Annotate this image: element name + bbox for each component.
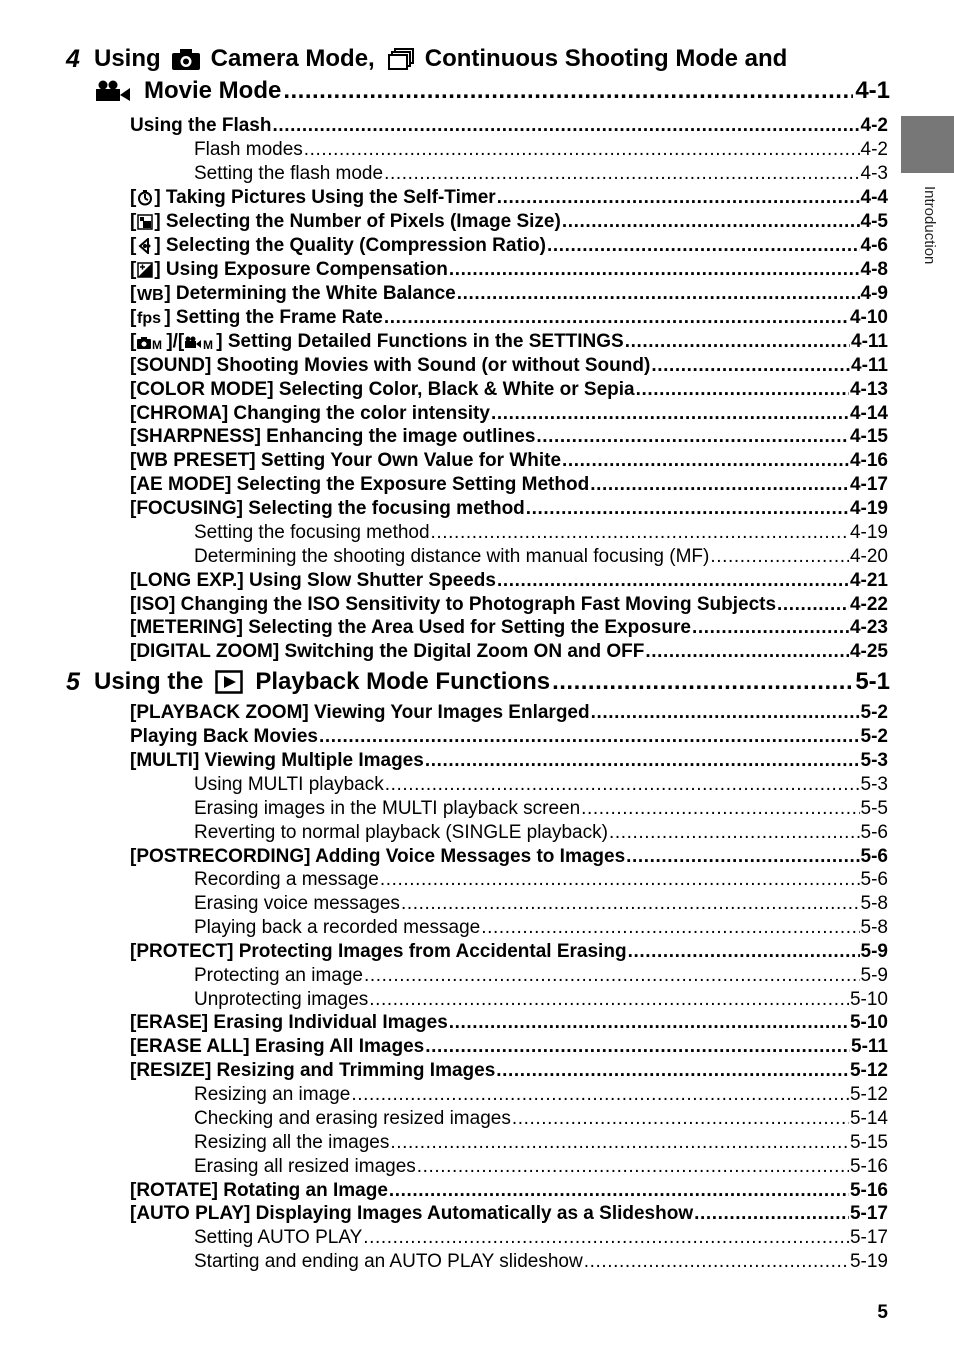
toc-subentry[interactable]: [194, 988, 888, 1012]
entry-title: [PROTECT] Protecting Images from Accidental Erasing: [130, 941, 627, 962]
toc-entry[interactable]: [130, 425, 888, 449]
quality-icon: [138, 238, 152, 254]
toc-subentry[interactable]: [194, 162, 888, 186]
chapter-4-word-using: Using: [94, 45, 161, 72]
entry-title: [PLAYBACK ZOOM] Viewing Your Images Enlarged: [130, 702, 590, 723]
entry-title: Recording a message: [194, 869, 379, 890]
leader-dots: [636, 378, 849, 402]
toc-subentry[interactable]: [194, 964, 888, 988]
entry-page: 5-6: [860, 822, 888, 843]
leader-dots: [562, 210, 860, 234]
leader-dots: [692, 616, 849, 640]
entry-title: Playing Back Movies: [130, 726, 318, 747]
entry-page: 5-15: [849, 1132, 888, 1153]
leader-dots: [449, 1011, 849, 1035]
entry-title: [AE MODE] Selecting the Exposure Setting Method: [130, 474, 590, 495]
entry-title: Protecting an image: [194, 965, 363, 986]
entry-page: 5-19: [849, 1251, 888, 1272]
entry-title: [RESIZE] Resizing and Trimming Images: [130, 1060, 496, 1081]
chapter-5-page: 5-1: [855, 668, 890, 695]
leader-dots: [417, 1155, 849, 1179]
entry-page: 5-8: [860, 917, 888, 938]
leader-dots: [272, 114, 859, 138]
leader-dots: [457, 282, 860, 306]
chapter-4-heading[interactable]: [66, 44, 890, 106]
entry-page: 5-17: [849, 1203, 888, 1224]
leader-dots: [351, 1083, 849, 1107]
entry-title: [AUTO PLAY] Displaying Images Automatically as a Slideshow: [130, 1203, 694, 1224]
entry-title: Flash modes: [194, 139, 303, 160]
toc-entry[interactable]: [130, 1202, 888, 1226]
entry-page: 4-23: [849, 617, 888, 638]
leader-dots: [547, 234, 860, 258]
entry-page: 5-3: [860, 774, 888, 795]
camera-icon: [171, 47, 201, 71]
entry-page: 4-6: [860, 235, 888, 256]
entry-title: [MULTI] Viewing Multiple Images: [130, 750, 424, 771]
leader-dots: [491, 402, 849, 426]
leader-dots: [497, 186, 860, 210]
entry-title: ] Taking Pictures Using the Self-Timer: [154, 187, 496, 208]
entry-page: 5-11: [851, 1036, 888, 1057]
leader-dots: [304, 138, 860, 162]
entry-title: ] Determining the White Balance: [164, 283, 456, 304]
leader-dots: [369, 988, 849, 1012]
image-size-icon: [137, 214, 153, 230]
leader-dots: [591, 701, 860, 725]
exposure-compensation-icon: [137, 262, 153, 278]
toc-entry[interactable]: [130, 640, 888, 664]
svg-text:fps: fps: [137, 310, 162, 327]
entry-title: Checking and erasing resized images: [194, 1108, 511, 1129]
toc-entry[interactable]: [130, 593, 888, 617]
chapter-4-number: 4: [66, 45, 80, 73]
chapter-5-word-using: Using the: [94, 668, 204, 695]
toc-entry[interactable]: [130, 378, 888, 402]
toc-subentry[interactable]: [194, 773, 888, 797]
entry-page: 5-5: [860, 798, 888, 819]
entry-title: [COLOR MODE] Selecting Color, Black & White or Sepia: [130, 379, 635, 400]
entry-page: 4-20: [849, 546, 888, 567]
entry-page: 5-9: [860, 965, 888, 986]
entry-title: Erasing images in the MULTI playback screen: [194, 798, 581, 819]
entry-title: Erasing voice messages: [194, 893, 400, 914]
entry-page: 4-11: [851, 355, 888, 376]
leader-dots: [389, 1179, 849, 1203]
entry-title: [ROTATE] Rotating an Image: [130, 1180, 388, 1201]
leader-dots: [651, 354, 850, 378]
toc-entry[interactable]: [130, 749, 888, 773]
entry-title: Setting the flash mode: [194, 163, 384, 184]
leader-dots: [384, 162, 859, 186]
entry-page: 4-8: [860, 259, 888, 280]
entry-page: 4-17: [849, 474, 888, 495]
playback-icon: [215, 670, 243, 694]
leader-dots: [390, 1131, 849, 1155]
chapter-5-number: 5: [66, 668, 80, 696]
toc-entry[interactable]: [130, 497, 888, 521]
entry-page: 4-9: [860, 283, 888, 304]
leader-dots: [645, 640, 849, 664]
leader-dots: [626, 845, 859, 869]
toc-entry[interactable]: [130, 569, 888, 593]
leader-dots: [401, 892, 860, 916]
entry-page: 4-21: [849, 570, 888, 591]
entry-page: 4-14: [849, 403, 888, 424]
entry-title: [SHARPNESS] Enhancing the image outlines: [130, 426, 536, 447]
leader-dots: [590, 473, 849, 497]
toc-entry[interactable]: [130, 616, 888, 640]
entry-page: 5-17: [849, 1227, 888, 1248]
leader-dots: [497, 569, 849, 593]
entry-page: 4-2: [860, 115, 888, 136]
movie-icon: [94, 80, 132, 102]
leader-dots: [449, 258, 860, 282]
entry-title: Setting AUTO PLAY: [194, 1227, 363, 1248]
entry-page: 4-2: [860, 139, 888, 160]
entry-page: 5-2: [860, 726, 888, 747]
toc-entry[interactable]: [130, 354, 888, 378]
toc-entry[interactable]: [130, 473, 888, 497]
entry-page: 4-5: [860, 211, 888, 232]
entry-title: [ISO] Changing the ISO Sensitivity to Photograph Fast Moving Subjects: [130, 594, 777, 615]
entry-page: 4-19: [849, 522, 888, 543]
entry-title: Using MULTI playback: [194, 774, 384, 795]
entry-page: 5-14: [849, 1108, 888, 1129]
toc-entry[interactable]: [ ] Using Exposure Compensation ..... 4-8: [130, 258, 888, 282]
toc-subentry[interactable]: [194, 1131, 888, 1155]
entry-title: [WB PRESET] Setting Your Own Value for White: [130, 450, 562, 471]
entry-page: 4-19: [849, 498, 888, 519]
toc-subentry[interactable]: [194, 892, 888, 916]
camera-manual-icon: [136, 334, 166, 350]
chapter-4-continuous-text: Continuous Shooting Mode and: [424, 45, 788, 72]
entry-page: 4-25: [849, 641, 888, 662]
leader-dots: [283, 76, 853, 106]
svg-text:M: M: [152, 338, 163, 350]
leader-dots: [584, 1250, 849, 1274]
entry-page: 5-8: [860, 893, 888, 914]
leader-dots: [319, 725, 860, 749]
toc-entry[interactable]: [130, 402, 888, 426]
entry-title: Determining the shooting distance with manual focusing (MF): [194, 546, 710, 567]
entry-title: [DIGITAL ZOOM] Switching the Digital Zoom ON and OFF: [130, 641, 645, 662]
toc-subentry[interactable]: [194, 521, 888, 545]
page-number: 5: [877, 1302, 888, 1323]
svg-text:WB: WB: [137, 287, 164, 302]
toc-entry[interactable]: [130, 1011, 888, 1035]
toc-subentry[interactable]: [194, 545, 888, 569]
entry-page: 4-4: [860, 187, 888, 208]
entry-page: 4-22: [849, 594, 888, 615]
toc-entry[interactable]: [130, 1059, 888, 1083]
toc-entry[interactable]: [ ] Selecting the Quality (Compression Ratio) ..... 4-6: [130, 234, 888, 258]
entry-page: 5-3: [860, 750, 888, 771]
continuous-shooting-icon: [387, 47, 415, 71]
chapter-4-movie-text: Movie Mode: [144, 77, 282, 104]
entry-title: Resizing all the images: [194, 1132, 390, 1153]
entry-title: Setting the focusing method: [194, 522, 430, 543]
leader-dots: [552, 667, 853, 697]
leader-dots: [628, 940, 860, 964]
toc-subentry[interactable]: [194, 916, 888, 940]
toc-entry[interactable]: [ M ]/[ M ] Setting Detailed Functions in the SETTINGS ..... 4-11: [130, 330, 888, 354]
leader-dots: [581, 797, 859, 821]
leader-dots: [526, 497, 849, 521]
toc-subentry[interactable]: [194, 797, 888, 821]
chapter-4-camera-mode-text: Camera Mode,: [210, 45, 375, 72]
entry-page: 4-11: [851, 331, 888, 352]
entry-page: 4-3: [860, 163, 888, 184]
toc-entry[interactable]: [130, 1035, 888, 1059]
toc-subentry[interactable]: [194, 138, 888, 162]
frame-rate-icon: [136, 309, 164, 327]
leader-dots: [625, 330, 850, 354]
toc-entry[interactable]: [130, 449, 888, 473]
toc-entry[interactable]: [130, 845, 888, 869]
entry-title: [FOCUSING] Selecting the focusing method: [130, 498, 525, 519]
entry-title: [CHROMA] Changing the color intensity: [130, 403, 490, 424]
toc-entry[interactable]: [130, 701, 888, 725]
toc-subentry[interactable]: [194, 1083, 888, 1107]
leader-dots: [384, 306, 849, 330]
leader-dots: [431, 521, 849, 545]
leader-dots: [536, 425, 849, 449]
entry-page: 5-10: [849, 989, 888, 1010]
entry-title: Reverting to normal playback (SINGLE playback): [194, 822, 608, 843]
chapter-4-page: 4-1: [855, 77, 890, 104]
entry-title: [LONG EXP.] Using Slow Shutter Speeds: [130, 570, 496, 591]
entry-page: 4-13: [849, 379, 888, 400]
entry-title: ] Setting Detailed Functions in the SETTINGS: [216, 331, 624, 352]
toc-entry[interactable]: [ ] Taking Pictures Using the Self-Timer ..... 4-4: [130, 186, 888, 210]
toc-subentry[interactable]: [194, 1226, 888, 1250]
toc-entry[interactable]: [130, 1179, 888, 1203]
leader-dots: [385, 773, 860, 797]
entry-title: ] Using Exposure Compensation: [154, 259, 448, 280]
toc-subentry[interactable]: [194, 868, 888, 892]
entry-title: ] Selecting the Quality (Compression Ratio): [154, 235, 546, 256]
entry-page: 5-12: [849, 1084, 888, 1105]
leader-dots: [694, 1202, 849, 1226]
leader-dots: [481, 916, 859, 940]
leader-dots: [364, 964, 860, 988]
entry-page: 4-16: [849, 450, 888, 471]
movie-manual-icon: [184, 334, 216, 350]
entry-page: 5-6: [860, 846, 888, 867]
toc-subentry[interactable]: [194, 1155, 888, 1179]
entry-title: ] Setting the Frame Rate: [164, 307, 383, 328]
leader-dots: [496, 1059, 849, 1083]
entry-page: 4-10: [849, 307, 888, 328]
entry-title: Using the Flash: [130, 115, 272, 136]
leader-dots: [562, 449, 849, 473]
entry-title: Playing back a recorded message: [194, 917, 481, 938]
entry-page: 5-16: [849, 1156, 888, 1177]
toc-entry[interactable]: [ ] Selecting the Number of Pixels (Image Size) ..... 4-5: [130, 210, 888, 234]
entry-page: 5-16: [849, 1180, 888, 1201]
leader-dots: [777, 593, 849, 617]
entry-page: 4-15: [849, 426, 888, 447]
leader-dots: [363, 1226, 849, 1250]
chapter-5-heading[interactable]: [66, 667, 890, 697]
entry-title: [ERASE] Erasing Individual Images: [130, 1012, 448, 1033]
white-balance-icon: [136, 286, 164, 302]
toc-entry[interactable]: [ fps ] Setting the Frame Rate ..... 4-10: [130, 306, 888, 330]
entry-title: [SOUND] Shooting Movies with Sound (or without Sound): [130, 355, 651, 376]
leader-dots: [512, 1107, 849, 1131]
section-tab-label: Introduction: [921, 186, 938, 265]
chapter-5-title-text: Playback Mode Functions: [255, 668, 551, 695]
entry-page: 5-10: [849, 1012, 888, 1033]
leader-dots: [380, 868, 860, 892]
entry-title: [ERASE ALL] Erasing All Images: [130, 1036, 425, 1057]
entry-title: Starting and ending an AUTO PLAY slideshow: [194, 1251, 583, 1272]
entry-title: [POSTRECORDING] Adding Voice Messages to Images: [130, 846, 626, 867]
toc-subentry[interactable]: [194, 821, 888, 845]
entry-page: 5-12: [849, 1060, 888, 1081]
toc-entry[interactable]: [130, 725, 888, 749]
toc-subentry[interactable]: [194, 1107, 888, 1131]
entry-page: 5-9: [860, 941, 888, 962]
leader-dots: [425, 749, 860, 773]
entry-title: ] Selecting the Number of Pixels (Image Size): [154, 211, 561, 232]
entry-page: 5-6: [860, 869, 888, 890]
toc-subentry[interactable]: [194, 1250, 888, 1274]
toc-entry[interactable]: [130, 114, 888, 138]
entry-title: Erasing all resized images: [194, 1156, 416, 1177]
toc-entry[interactable]: [ WB ] Determining the White Balance ..... 4-9: [130, 282, 888, 306]
entry-title: Resizing an image: [194, 1084, 351, 1105]
entry-title: [METERING] Selecting the Area Used for Setting the Exposure: [130, 617, 691, 638]
leader-dots: [609, 821, 860, 845]
entry-page: 5-2: [860, 702, 888, 723]
leader-dots: [425, 1035, 850, 1059]
svg-text:M: M: [203, 338, 214, 350]
self-timer-icon: [137, 190, 153, 206]
entry-title: Unprotecting images: [194, 989, 369, 1010]
section-tab: [901, 116, 954, 173]
leader-dots: [710, 545, 849, 569]
toc-entry[interactable]: [130, 940, 888, 964]
